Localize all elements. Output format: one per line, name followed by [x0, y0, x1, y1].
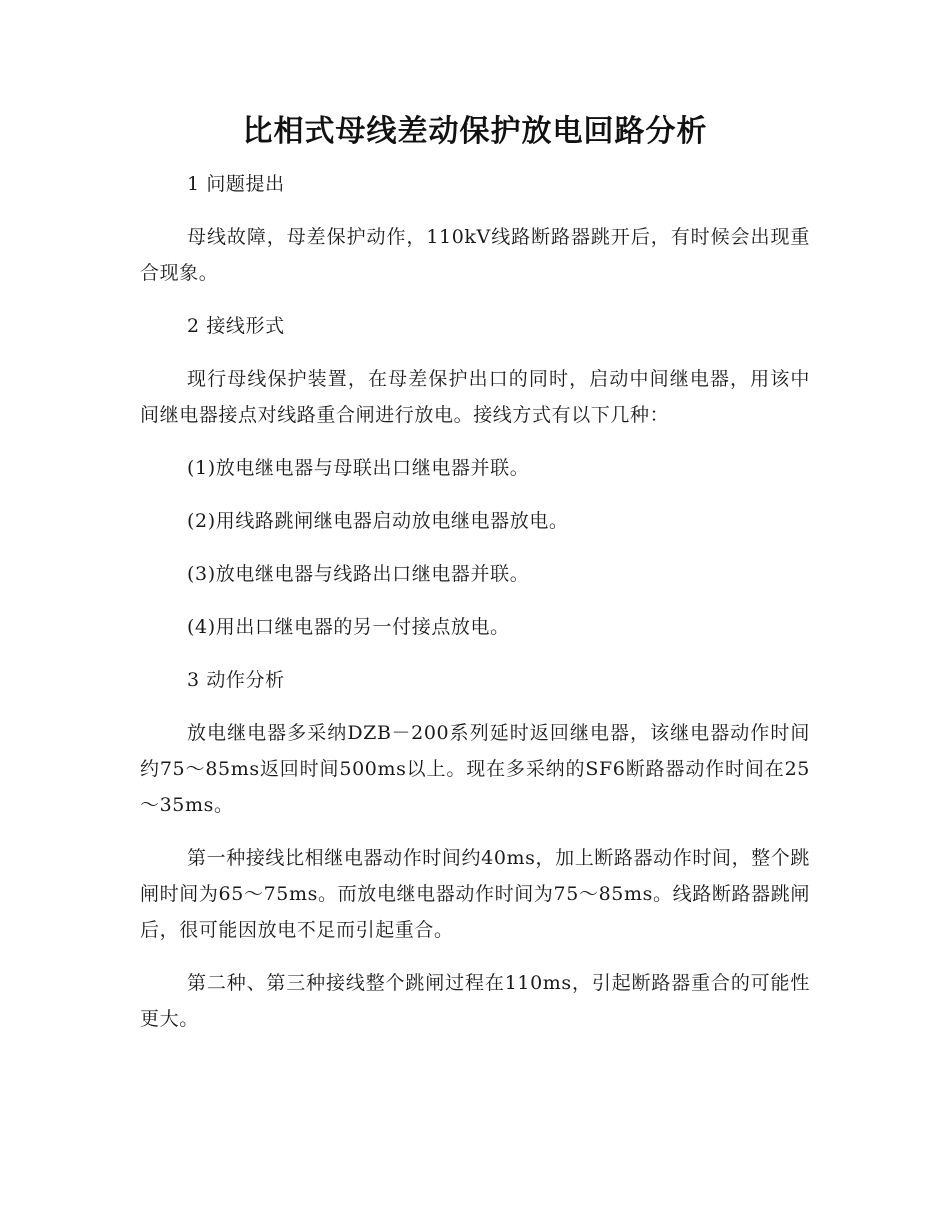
list-item-4: (4)用出口继电器的另一付接点放电。: [187, 616, 510, 638]
list-item-1: (1)放电继电器与母联出口继电器并联。: [187, 457, 530, 479]
document-title: 比相式母线差动保护放电回路分析: [242, 114, 708, 149]
paragraph-problem: 母线故障，母差保护动作，110kV线路断路器跳开后，有时候会出现重合现象。: [140, 226, 810, 284]
list-item-2: (2)用线路跳闸继电器启动放电继电器放电。: [187, 510, 569, 532]
section-heading-1: 1 问题提出: [187, 173, 285, 195]
document-body: [140, 166, 810, 1054]
paragraph-relay: 放电继电器多采纳DZB－200系列延时返回继电器，该继电器动作时间约75～85ms返回时间500ms以上。现在多采纳的SF6断路器动作时间在25～35ms。: [140, 722, 810, 816]
paragraph-second-third-wiring: 第二种、第三种接线整个跳闸过程在110ms，引起断路器重合的可能性更大。: [140, 972, 810, 1030]
section-heading-2: 2 接线形式: [187, 315, 285, 337]
list-item-3: (3)放电继电器与线路出口继电器并联。: [187, 563, 530, 585]
paragraph-first-wiring: 第一种接线比相继电器动作时间约40ms，加上断路器动作时间，整个跳闸时间为65～75ms。而放电继电器动作时间为75～85ms。线路断路器跳闸后，很可能因放电不足而引起重合。: [140, 847, 810, 941]
section-heading-3: 3 动作分析: [187, 669, 285, 691]
paragraph-wiring: 现行母线保护装置，在母差保护出口的同时，启动中间继电器，用该中间继电器接点对线路重合闸进行放电。接线方式有以下几种：: [140, 368, 810, 426]
